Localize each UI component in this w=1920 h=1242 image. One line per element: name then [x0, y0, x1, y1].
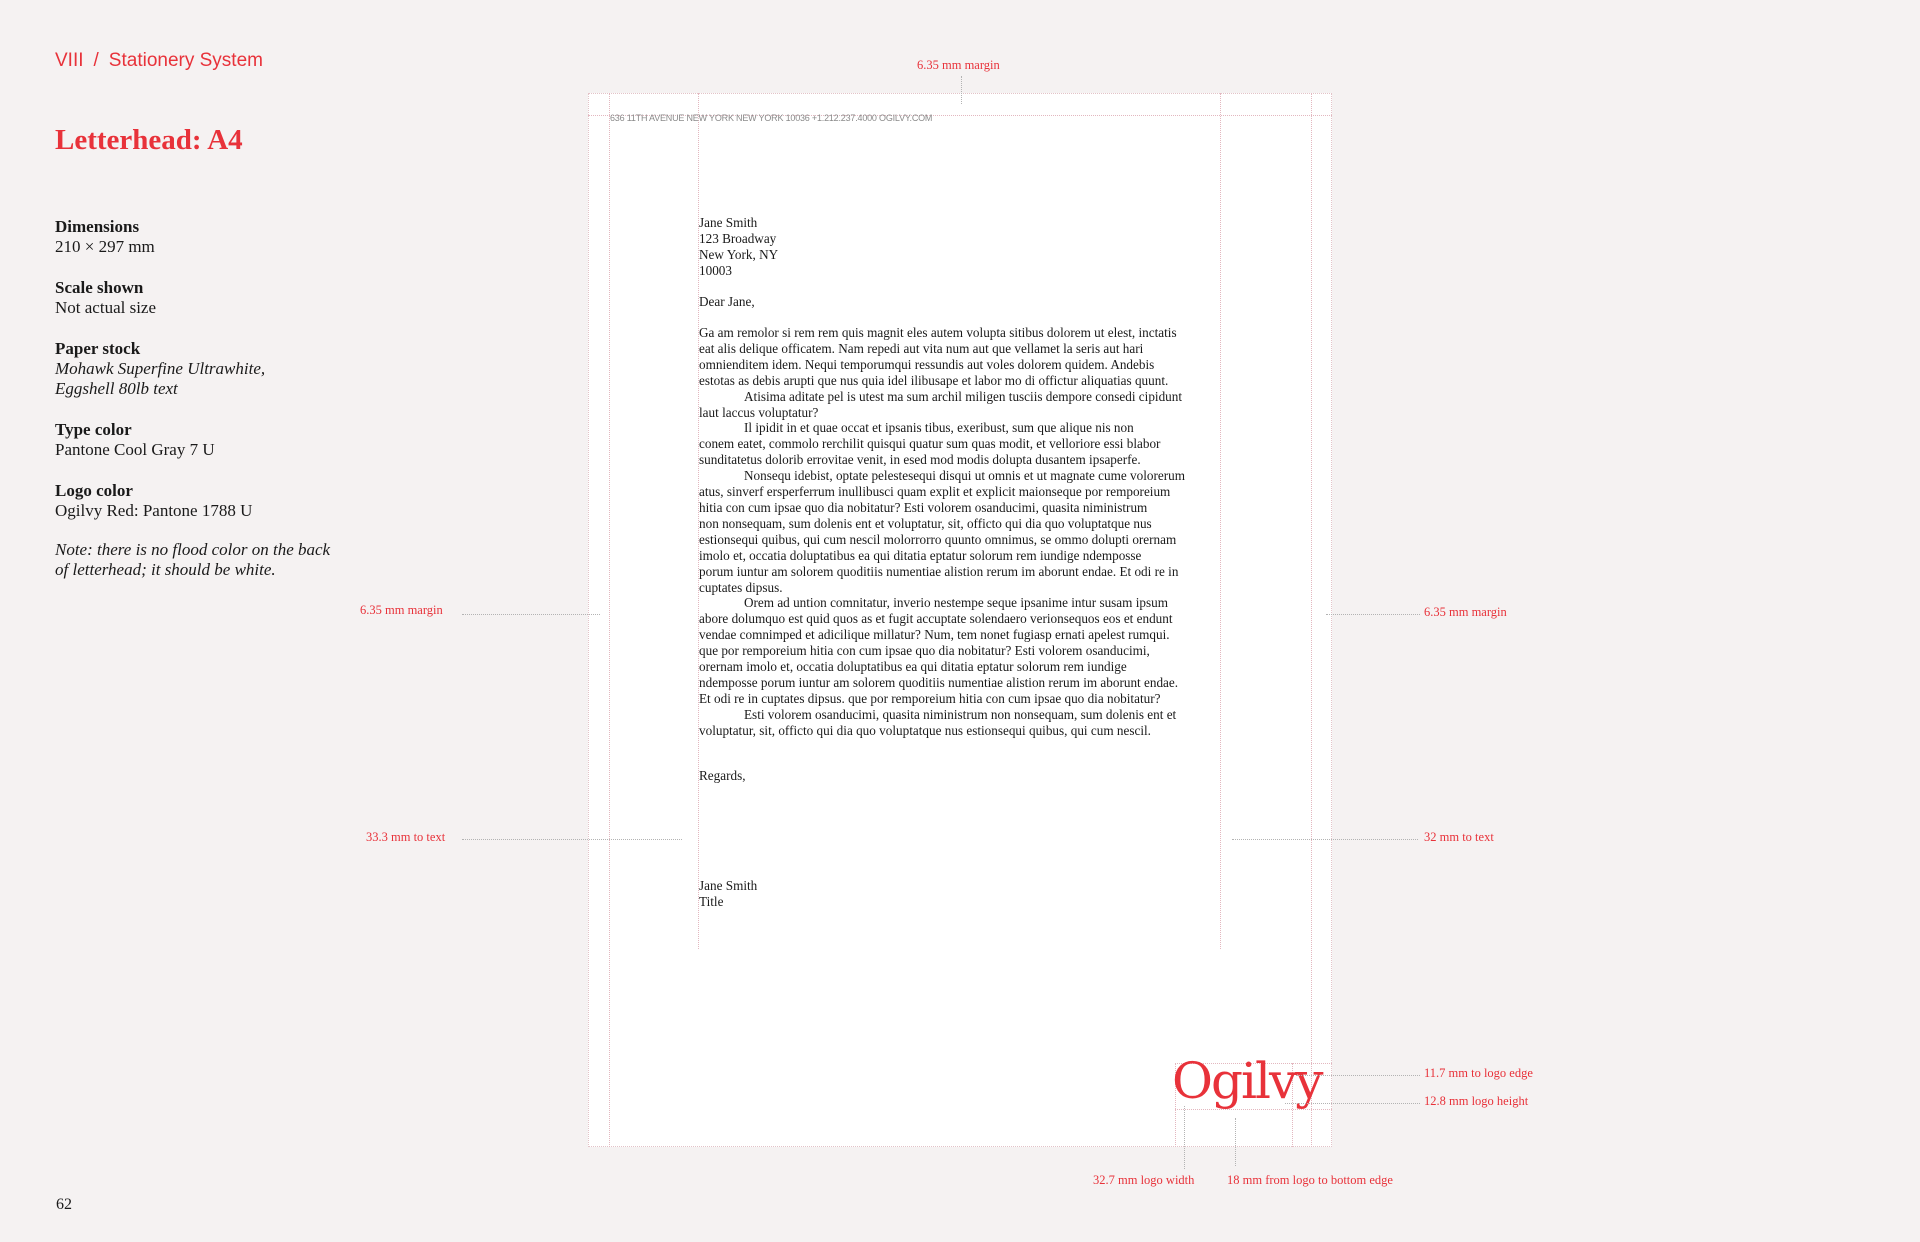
spec-item [55, 217, 155, 257]
recipient-line: New York, NY [699, 246, 779, 262]
body-line: porum iuntur am solorem quoditiis numentiae alistion rerum im aborunt endae. Et odi re in [699, 563, 1179, 579]
body-line: abore dolumquo est quid quos as et fugit accuptate solendaero verionsequos eos et endunt [699, 611, 1173, 627]
letter-body [699, 325, 1185, 739]
leader-line [1235, 1118, 1236, 1166]
spec-value: Pantone Cool Gray 7 U [55, 440, 215, 459]
body-line: que por remporeium hitia con cum ipsae quo dia nobitatur? Esti volorem osanducimi, [699, 643, 1150, 659]
leader-line [1232, 839, 1418, 840]
closing: Regards, [699, 768, 746, 783]
spec-value: Ogilvy Red: Pantone 1788 U [55, 501, 253, 520]
letterhead-address: 636 11TH AVENUE NEW YORK NEW YORK 10036 +1.212.237.4000 OGILVY.COM [610, 113, 933, 123]
breadcrumb-separator: / [93, 50, 99, 71]
body-line: Orem ad untion comnitatur, inverio nestempe seque ipsanime intur susam ipsum [744, 595, 1168, 611]
body-line: Il ipidit in et quae occat et ipsanis tibus, exeribust, sum que alique nis non [744, 420, 1134, 436]
spec-label: Logo color [55, 481, 133, 500]
margin-guide-left [609, 93, 610, 1147]
breadcrumb [55, 50, 263, 72]
annotation-left-text: 33.3 mm to text [366, 830, 446, 844]
signature-block [699, 878, 757, 910]
annotation-right-text: 32 mm to text [1424, 830, 1494, 844]
annotation-logo-width: 32.7 mm logo width [1093, 1173, 1195, 1187]
body-line: sunditatetus dolorib errovitae venit, in esed mod modis dolupta dusantem ipsaperfe. [699, 452, 1141, 468]
note [55, 540, 330, 580]
spec-label: Scale shown [55, 278, 144, 297]
recipient-line: 123 Broadway [699, 230, 777, 246]
body-line: cuptates dipsus. [699, 579, 783, 595]
ogilvy-logo: Ogilvy [1172, 1052, 1322, 1110]
note-line: of letterhead; it should be white. [55, 560, 276, 579]
body-line: hitia con cum ipsae quo dia nobitatur? Esti volorem osanducimi, quasita niministrum [699, 499, 1148, 515]
body-line: Ga am remolor si rem rem quis magnit eles autem volupta sitibus dolorem ut elest, inctatis [699, 325, 1177, 340]
page-title: Letterhead: A4 [55, 124, 243, 156]
spec-value: Mohawk Superfine Ultrawhite, [55, 359, 266, 378]
annotation-logo-height: 12.8 mm logo height [1424, 1094, 1529, 1108]
leader-line [462, 614, 600, 615]
section-title: Stationery System [108, 50, 263, 71]
leader-line [1326, 614, 1420, 615]
body-line: estotas as debis arupti que nus quia idel ilibusape et labor mo di offictur aliquatias quunt. [699, 372, 1169, 388]
signature-name: Jane Smith [699, 878, 758, 893]
spec-value: Not actual size [55, 298, 157, 317]
recipient-line: Jane Smith [699, 215, 758, 230]
note-line: Note: there is no flood color on the back [55, 540, 331, 559]
page-number: 62 [56, 1196, 72, 1213]
body-line: non nonsequam, sum dolenis ent et voluptatur, sit, officto qui dia quo voluptatque nus [699, 515, 1152, 531]
body-line: Nonsequ idebist, optate pelestesequi disqui ut omnis et ut magnate cume volorerum [744, 468, 1185, 484]
spec-item [55, 339, 265, 399]
annotation-right-margin: 6.35 mm margin [1424, 605, 1507, 619]
spec-item [55, 481, 252, 521]
annotation-logo-bottom: 18 mm from logo to bottom edge [1227, 1173, 1393, 1187]
spec-value: 210 × 297 mm [55, 237, 155, 256]
body-line: omnienditem idem. Nequi temporumqui ressundis aut voles dolorem quidem. Andebis [699, 356, 1155, 372]
text-guide-right [1220, 93, 1221, 949]
annotation-logo-edge: 11.7 mm to logo edge [1424, 1066, 1533, 1080]
body-line: laut laccus voluptatur? [699, 404, 819, 420]
body-line: estionsequi quibus, qui cum nescil molorrorro quunto omnimus, se ommo dolupti orernam [699, 531, 1177, 547]
leader-line [1285, 1103, 1420, 1104]
body-line: imolo et, occatia doluptatibus ea qui ditatia eptatur solorum rem iundige ndemposse [699, 547, 1142, 563]
body-line: Et odi re in cuptates dipsus. que por remporeium hitia con cum ipsae quo dia nobitatur? [699, 690, 1161, 706]
body-line: Atisima aditate pel is utest ma sum archil miligen tusciis dempore consedi cipidunt [744, 388, 1183, 404]
recipient-block [699, 215, 778, 279]
section-number: VIII [55, 50, 84, 71]
spec-label: Dimensions [55, 217, 140, 236]
signature-title: Title [699, 893, 724, 909]
salutation: Dear Jane, [699, 294, 755, 309]
spec-label: Type color [55, 420, 132, 439]
spec-item [55, 420, 215, 460]
spec-value: Eggshell 80lb text [55, 379, 178, 398]
leader-line [1184, 1106, 1185, 1169]
margin-guide-right [1311, 93, 1312, 1147]
spec-label: Paper stock [55, 339, 141, 358]
body-line: conem eatet, commolo rerchilit quisqui quatur sum quas modit, et velloriore essi blabor [699, 436, 1161, 452]
body-line: atus, sinverf ersperferrum inullibusci quam explit et explicit maionseque por remporeium [699, 484, 1171, 500]
body-line: Esti volorem osanducimi, quasita niministrum non nonsequam, sum dolenis ent et [744, 706, 1177, 722]
body-line: eat alis delique officatem. Nam repedi aut vita num aut que vellamet la seris aut hari [699, 340, 1144, 356]
annotation-top-margin: 6.35 mm margin [917, 58, 1000, 72]
leader-line [462, 839, 682, 840]
body-line: vendae comnimped et adicilique millatur? Num, tem nonet fugiasp ernati apelest rumqui. [699, 627, 1170, 643]
annotation-left-margin: 6.35 mm margin [360, 603, 443, 617]
spec-item [55, 278, 156, 318]
body-line: voluptatur, sit, officto qui dia quo voluptatque nus estionsequi quibus, qui cum nescil. [699, 722, 1151, 738]
leader-line [961, 76, 962, 104]
body-line: ndemposse porum iuntur am solorem quoditiis numentiae alistion rerum im aborunt endae. [699, 674, 1179, 690]
body-line: orernam imolo et, occatia doluptatibus ea qui ditatia eptatur solorum rem iundige [699, 659, 1127, 675]
leader-line [1296, 1075, 1420, 1076]
recipient-line: 10003 [699, 262, 732, 278]
